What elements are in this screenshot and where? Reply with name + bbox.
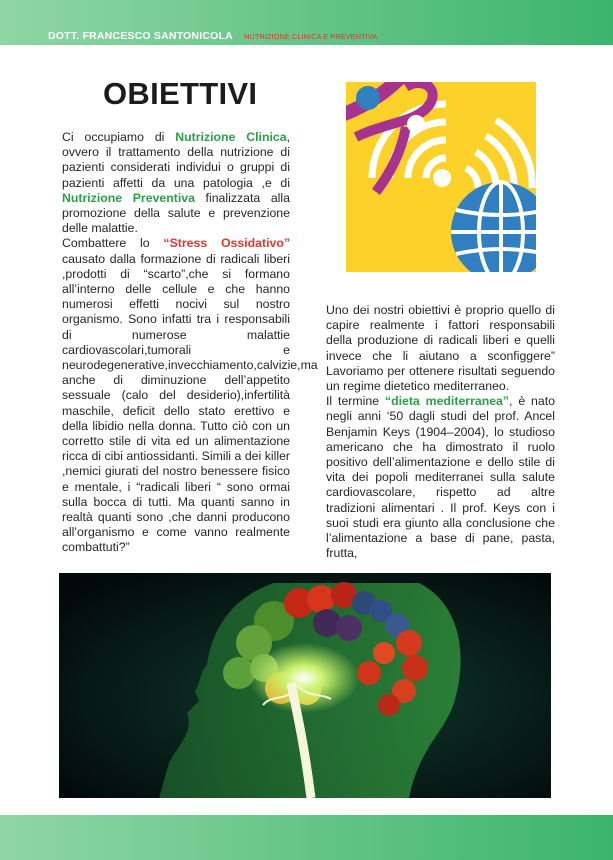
- paragraph-mediterranean: [326, 394, 555, 561]
- text-run: finalizzata alla promozione della salute e prevenzione delle malattie.: [62, 190, 290, 236]
- highlight-dieta-mediterranea: “dieta mediterranea”: [384, 394, 510, 409]
- radicals-logo-icon: [346, 82, 536, 272]
- text-run: Il termine: [326, 394, 385, 409]
- highlight-nutrizione-clinica: Nutrizione Clinica: [175, 130, 287, 144]
- head-profile-with-vegetable-brain: [59, 573, 551, 798]
- paragraph-objectives: Uno dei nostri obiettivi è proprio quello di capire realmente i fattori responsabili della produzione di radicali liberi e quelli invece che li aiutano a sconfiggere” Lavoriamo per ottenere risultati seguendo un regime dietetico mediterraneo.: [326, 303, 555, 394]
- page-title: OBIETTIVI: [103, 76, 258, 111]
- left-column-text: [62, 130, 318, 556]
- text-run: , è nato negli anni ‘50 dagli studi del prof. Ancel Benjamin Keys (1904–2004), lo studioso americano che ha dimostrato il ruolo positivo dell’alimentazione e dello stile di vita dei popoli mediterranei sulla salute cardiovascolare, rispetto ad altre tradizioni alimentari . Il prof. Keys con i suoi studi era giunto alla conclusione che l’alimentazione a base di pane, pasta, frutta,: [326, 394, 555, 561]
- footer-bar: [0, 815, 613, 860]
- highlight-stress-ossidativo: “Stress Ossidativo”: [163, 236, 290, 251]
- text-run: , ovvero il trattamento della nutrizione di pazienti considerati individui o gruppi di pazienti affetti da una patologia ,e di: [62, 130, 290, 190]
- text-run: Combattere lo: [62, 236, 164, 251]
- header-subtitle: NUTRIZIONE CLINICA E PREVENTIVA: [244, 32, 378, 41]
- text-run: causato dalla formazione di radicali liberi ,prodotti di “scarto”,che si formano all’interno delle cellule e che hanno numerosi effetti nocivi sul nostro organismo. Sono infatti tra i responsabili di numerose malattie cardiovascolari,tumorali e neurodegenerative,invecchiamento,calvizie,ma anche di diminuzione dell’appetito sessuale (calo del desiderio),infertilità maschile, deficit dello stato erettivo e della libidio nella donna. Tutto ciò con un corretto stile di vita ed un alimentazione ricca di cibi antiossidanti. Simili a dei killer ,nemici giurati del nostro benessere fisico e mentale, i “radicali liberi “ sono ormai sulla bocca di tutti. Ma quanti sanno in realtà quanti sono ,che danni producono all’organismo e come vanno realmente combattuti?”: [62, 251, 318, 555]
- paragraph-stress: [62, 236, 318, 555]
- highlight-nutrizione-preventiva: Nutrizione Preventiva: [62, 190, 195, 205]
- author-name: DOTT. FRANCESCO SANTONICOLA: [48, 30, 233, 42]
- text-run: Ci occupiamo di: [62, 130, 176, 144]
- paragraph-nutrition: [62, 130, 290, 236]
- header-bar: [0, 0, 613, 45]
- right-column-text: [326, 303, 555, 561]
